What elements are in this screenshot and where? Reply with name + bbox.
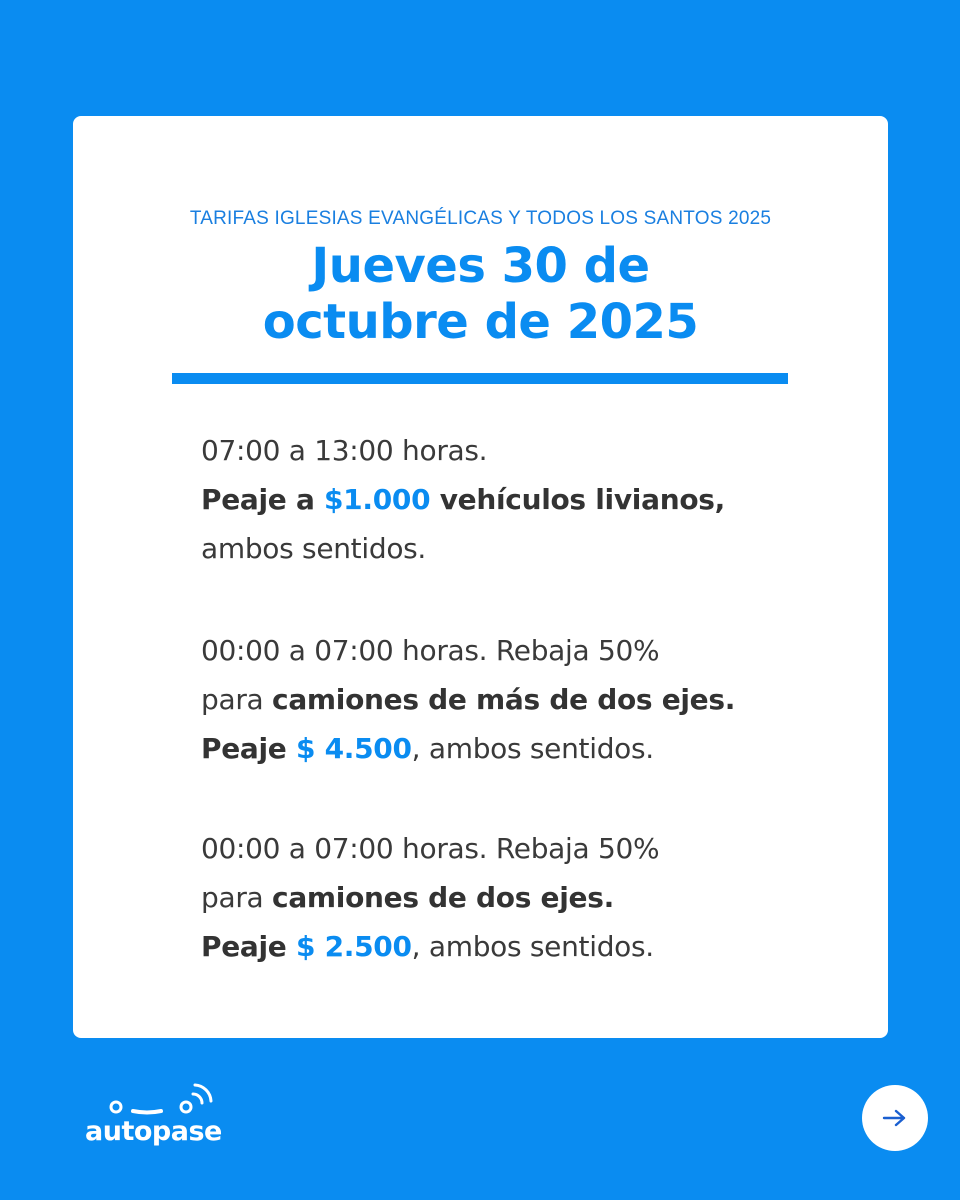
title-line-1: Jueves 30 de (311, 238, 650, 294)
tariff-time: 00:00 a 07:00 horas. Rebaja 50% (201, 832, 660, 865)
tariff-direction: , ambos sentidos. (411, 732, 654, 765)
brand-name: autopase (85, 1116, 222, 1147)
tariff-block-light-vehicles (201, 426, 725, 573)
tariff-direction: ambos sentidos. (201, 532, 427, 565)
price-value: $1.000 (324, 483, 431, 516)
info-card (73, 116, 888, 1038)
vehicle-type: camiones de dos ejes. (272, 881, 614, 914)
autopase-logo-icon (85, 1080, 225, 1120)
arrow-right-icon (882, 1108, 908, 1128)
next-button[interactable] (862, 1085, 928, 1151)
tariff-block-trucks-more-two-axles (201, 626, 735, 773)
tariff-vehicle-line (201, 675, 735, 724)
para-label: para (201, 881, 273, 914)
peaje-label: Peaje (201, 732, 296, 765)
tariff-block-trucks-two-axles (201, 824, 659, 971)
tariff-direction: , ambos sentidos. (411, 930, 654, 963)
vehicle-type: vehículos livianos, (430, 483, 725, 516)
card-subtitle: TARIFAS IGLESIAS EVANGÉLICAS Y TODOS LOS SANTOS 2025 (189, 208, 772, 229)
peaje-label: Peaje (201, 930, 296, 963)
tariff-time: 00:00 a 07:00 horas. Rebaja 50% (201, 634, 660, 667)
tariff-price-line (201, 724, 735, 773)
title-divider (172, 373, 788, 384)
title-line-2: octubre de 2025 (262, 294, 699, 350)
peaje-label: Peaje a (201, 483, 324, 516)
vehicle-type: camiones de más de dos ejes. (272, 683, 736, 716)
tariff-vehicle-line (201, 873, 659, 922)
price-value: $ 4.500 (295, 732, 412, 765)
autopase-logo (85, 1080, 235, 1152)
price-value: $ 2.500 (295, 930, 412, 963)
para-label: para (201, 683, 273, 716)
tariff-price-line (201, 475, 725, 524)
tariff-time: 07:00 a 13:00 horas. (201, 434, 488, 467)
card-title (73, 238, 888, 350)
tariff-price-line (201, 922, 659, 971)
